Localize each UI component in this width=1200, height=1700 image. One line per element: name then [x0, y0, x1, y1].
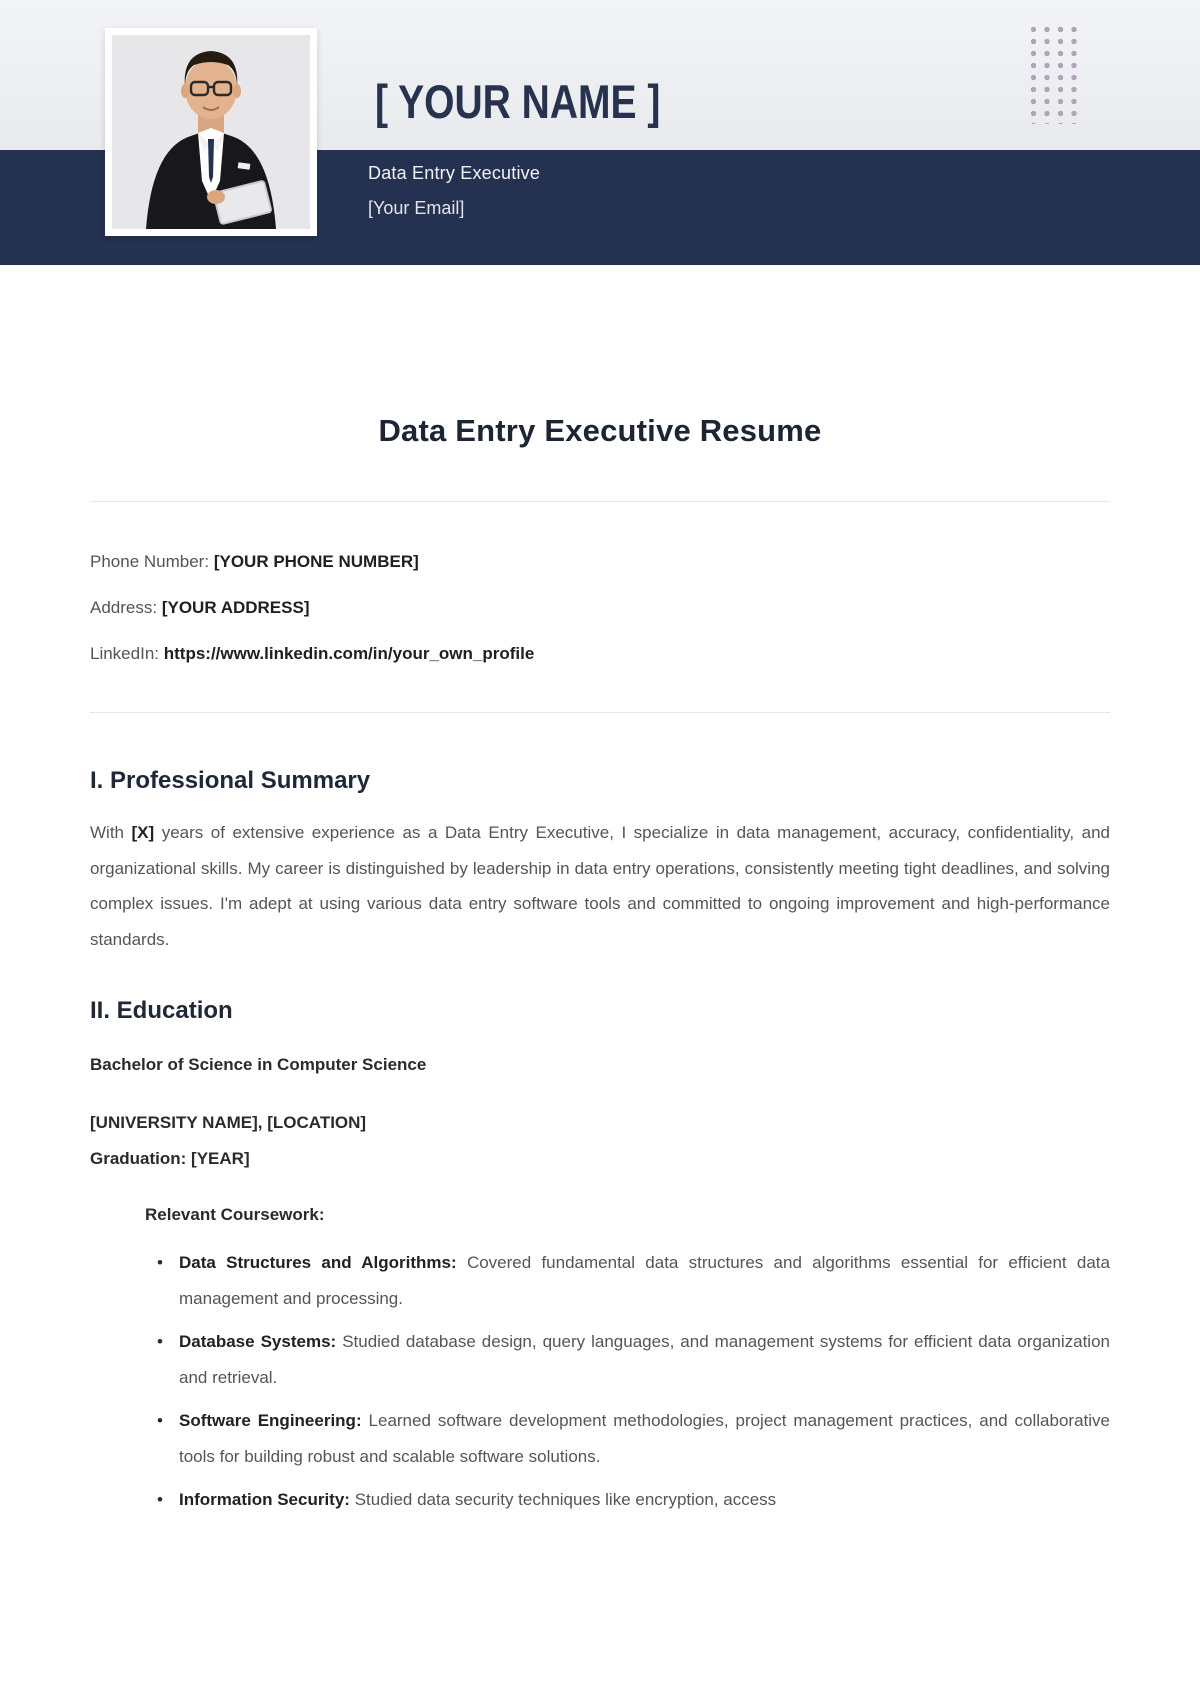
section-heading-education: II. Education	[90, 997, 233, 1024]
education-school-block	[90, 1105, 1110, 1177]
summary-years-placeholder: [X]	[131, 823, 155, 842]
coursework-section	[145, 1205, 1110, 1518]
coursework-list	[145, 1245, 1110, 1518]
profile-photo-illustration	[112, 35, 310, 229]
divider-contact	[90, 712, 1110, 713]
contact-address-value: [YOUR ADDRESS]	[161, 598, 310, 617]
contact-linkedin-link[interactable]: https://www.linkedin.com/in/your_own_profile	[163, 644, 535, 663]
section-heading-professional-summary: I. Professional Summary	[90, 767, 371, 794]
coursework-item	[157, 1482, 1110, 1518]
contact-phone-value: [YOUR PHONE NUMBER]	[213, 552, 419, 571]
coursework-term: Database Systems:	[179, 1332, 337, 1351]
coursework-term: Software Engineering:	[179, 1411, 362, 1430]
coursework-item	[157, 1403, 1110, 1474]
contact-section	[90, 548, 1110, 668]
summary-rest: years of extensive experience as a Data Entry Executive, I specialize in data management, accuracy, confidentiality, and organizational skills. My career is distinguished by leadership in data entry operations, consistently meeting tight deadlines, and solving complex issues. I'm adept at using various data entry software tools and committed to ongoing improvement and high-performance standards.	[90, 823, 1110, 949]
header-subtitle-block	[368, 163, 540, 219]
contact-linkedin	[90, 640, 1110, 668]
contact-phone	[90, 548, 1110, 576]
coursework-desc: Learned software development methodologies, project management practices, and collaborative tools for building robust and scalable software solutions.	[179, 1411, 1110, 1466]
coursework-term: Information Security:	[179, 1490, 350, 1509]
contact-address-label: Address:	[90, 598, 158, 617]
resume-body	[0, 413, 1200, 1518]
profile-photo	[105, 28, 317, 236]
resume-header	[0, 0, 1200, 265]
dots-decoration	[1030, 26, 1084, 124]
header-email: [Your Email]	[368, 198, 465, 218]
professional-summary-text	[90, 815, 1110, 957]
page-title: Data Entry Executive Resume	[378, 413, 822, 448]
header-job-title: Data Entry Executive	[368, 163, 541, 183]
coursework-item	[157, 1324, 1110, 1395]
coursework-desc: Studied data security techniques like encryption, access	[354, 1490, 777, 1509]
coursework-term: Data Structures and Algorithms:	[179, 1253, 457, 1272]
contact-phone-label: Phone Number:	[90, 552, 210, 571]
summary-intro: With	[90, 823, 124, 842]
header-your-name: [ YOUR NAME ]	[375, 75, 661, 128]
coursework-item	[157, 1245, 1110, 1316]
education-degree: Bachelor of Science in Computer Science	[90, 1055, 427, 1074]
coursework-heading: Relevant Coursework:	[145, 1205, 325, 1224]
education-graduation: Graduation: [YEAR]	[90, 1149, 250, 1168]
contact-address	[90, 594, 1110, 622]
education-university: [UNIVERSITY NAME], [LOCATION]	[90, 1113, 367, 1132]
coursework-desc: Studied database design, query languages, and management systems for efficient data organization and retrieval.	[179, 1332, 1110, 1387]
contact-linkedin-label: LinkedIn:	[90, 644, 159, 663]
coursework-desc: Covered fundamental data structures and algorithms essential for efficient data management and processing.	[179, 1253, 1110, 1308]
divider-top	[90, 501, 1110, 502]
